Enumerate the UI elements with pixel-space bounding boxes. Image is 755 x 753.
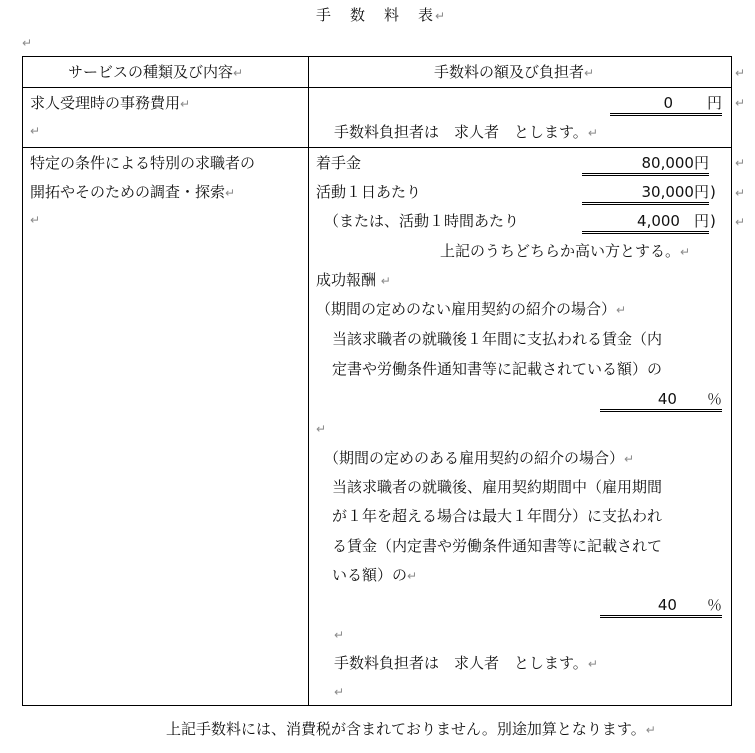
indefinite-contract-header: （期間の定めのない雇用契約の紹介の場合）↵: [316, 300, 627, 318]
close-paren: ): [710, 183, 716, 201]
paragraph-mark-icon: ↵: [316, 422, 327, 436]
row-end-mark-icon: ↵: [735, 186, 746, 200]
higher-note: 上記のうちどちらか高い方とする。↵: [440, 242, 691, 260]
retainer-amount: 80,000円: [582, 154, 709, 176]
paragraph-mark-icon: ↵: [435, 9, 448, 23]
fixed-contract-line1: 当該求職者の就職後、雇用契約期間中（雇用期間: [332, 478, 663, 496]
close-paren: ): [710, 212, 716, 230]
row2-payer: 手数料負担者は 求人者 とします。↵: [334, 654, 598, 672]
row1-amount: 0 円: [610, 94, 722, 116]
indefinite-contract-line2: 定書や労働条件通知書等に記載されている額）の: [332, 360, 663, 378]
retainer-label: 着手金: [316, 154, 362, 172]
fixed-contract-line3: る賃金（内定書や労働条件通知書等に記載されて: [332, 537, 663, 555]
fixed-contract-line4: いる額）の↵: [332, 566, 418, 584]
row2-service-line2: 開拓やそのための調査・探索↵: [30, 183, 236, 201]
row-end-mark-icon: ↵: [735, 215, 746, 229]
paragraph-mark-icon: ↵: [334, 685, 345, 699]
row2-service-line1: 特定の条件による特別の求職者の: [30, 154, 256, 172]
success-fee-label: 成功報酬 ↵: [316, 271, 391, 289]
daily-amount: 30,000円: [582, 183, 709, 205]
indefinite-contract-line1: 当該求職者の就職後１年間に支払われる賃金（内: [332, 330, 663, 348]
row-end-mark-icon: ↵: [735, 96, 746, 110]
paragraph-mark-icon: ↵: [30, 213, 41, 227]
row-end-mark-icon: ↵: [735, 156, 746, 170]
hourly-amount: 4,000 円: [582, 212, 709, 234]
paragraph-mark-icon: ↵: [22, 36, 33, 50]
footer-tax-note: 上記手数料には、消費税が含まれておりません。別途加算となります。↵: [166, 720, 656, 738]
document-title: 手 数 料 表↵: [316, 6, 448, 24]
indefinite-contract-rate: 40 ％: [600, 390, 722, 412]
daily-label: 活動１日あたり: [316, 183, 422, 201]
row1-service: 求人受理時の事務費用↵: [30, 94, 191, 112]
fixed-contract-rate: 40 ％: [600, 596, 722, 618]
paragraph-mark-icon: ↵: [334, 628, 345, 642]
row1-payer: 手数料負担者は 求人者 とします。↵: [334, 123, 598, 141]
fixed-contract-line2: が１年を超える場合は最大１年間分）に支払われ: [332, 507, 663, 525]
paragraph-mark-icon: ↵: [30, 124, 41, 138]
row-end-mark-icon: ↵: [735, 66, 746, 80]
header-fee-amount: 手数料の額及び負担者↵: [434, 63, 595, 81]
hourly-label: （または、活動１時間あたり: [324, 212, 520, 230]
fixed-contract-header: （期間の定めのある雇用契約の紹介の場合）↵: [324, 449, 635, 467]
header-service-type: サービスの種類及び内容↵: [68, 63, 244, 81]
